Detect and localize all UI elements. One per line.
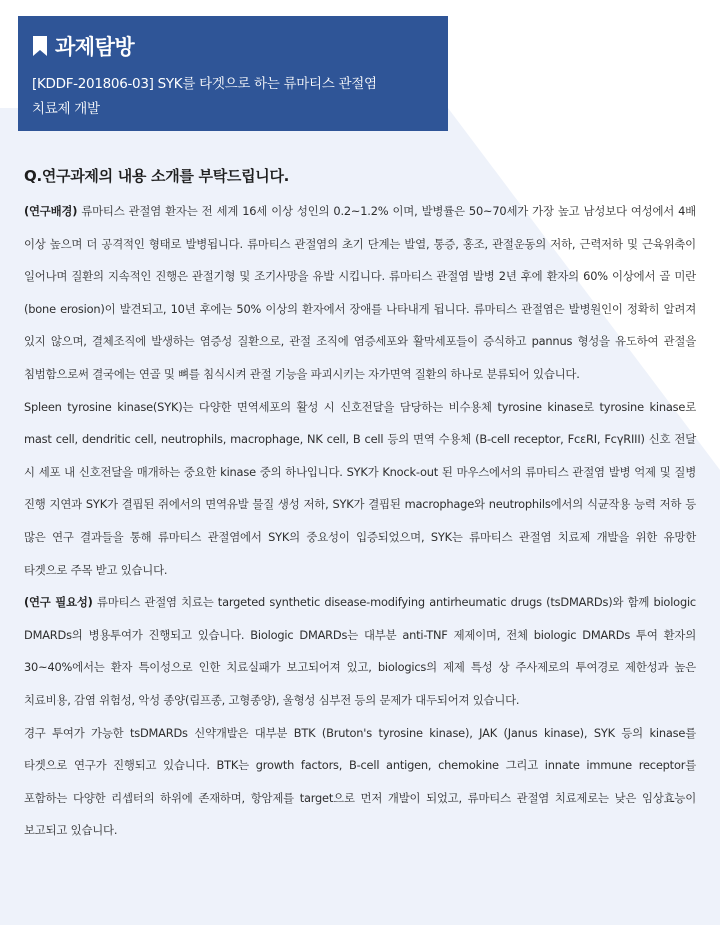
paragraph-label: (연구 필요성) xyxy=(24,595,93,610)
paragraph-text: Spleen tyrosine kinase(SYK)는 다양한 면역세포의 활성 시 신호전달을 담당하는 비수용체 tyrosine kinase로 tyrosine kinase로 mast cell, dendritic cell, neutrophils, macrophage, NK cell, B cell 등의 면역 수용체 (B-cell receptor, FcεRI, FcγRIII) 신호 전달 시 세포 내 신호전달을 매개하는 중요한 kinase 중의 하나입니다. SYK가 Knock-out 된 마우스에서의 류마티스 관절염 발병 억제 및 질병 진행 지연과 SYK가 결핍된 쥐에서의 면역유발 물질 생성 저하, SYK가 결핍된 macrophage와 neutrophils에서의 식균작용 능력 저하 등 많은 연구 결과들을 통해 류마티스 관절염에서 SYK의 중요성이 입증되었으며, SYK는 류마티스 관절염 치료제 개발을 위한 유망한 타겟으로 주목 받고 있습니다. xyxy=(24,399,696,577)
paragraph-text: 경구 투여가 가능한 tsDMARDs 신약개발은 대부분 BTK (Bruton's tyrosine kinase), JAK (Janus kinase), SYK 등의 kinase를 타겟으로 연구가 진행되고 있습니다. BTK는 growth factors, B-cell antigen, chemokine 그리고 innate immune receptor를 포함하는 다양한 리셉터의 하위에 존재하며, 항암제를 target으로 먼저 개발이 되었고, 류마티스 관절염 치료제로는 낮은 임상효능이 보고되고 있습니다. xyxy=(24,725,696,838)
question-heading: Q.연구과제의 내용 소개를 부탁드립니다. xyxy=(24,167,290,185)
paragraph-label: (연구배경) xyxy=(24,204,78,218)
header-subtitle-line2: 치료제 개발 xyxy=(32,101,100,117)
paragraph-necessity xyxy=(24,586,696,716)
paragraph-text: 류마티스 관절염 환자는 전 세계 16세 이상 성인의 0.2~1.2% 이며, 발병률은 50~70세가 가장 높고 남성보다 여성에서 4배 이상 높으며 더 공격적인 형태로 발병됩니다. 류마티스 관절염의 초기 단계는 발열, 통증, 홍조, 관절운동의 저하, 근력저하 및 근육위축이 일어나며 질환의 지속적인 진행은 관절기형 및 조기사망을 유발 시킵니다. 류마티스 관절염 발병 2년 후에 환자의 60% 이상에서 골 미란(bone erosion)이 발견되고, 10년 후에는 50% 이상의 환자에서 장애를 나타내게 됩니다. 류마티스 관절염은 발병원인이 정확히 알려져 있지 않으며, 결체조직에 발생하는 염증성 질환으로, 관절 조직에 염증세포와 활막세포들이 증식하고 pannus 형성을 유도하여 관절을 침범함으로써 결국에는 연골 및 뼈를 침식시켜 관절 기능을 파괴시키는 자가면역 질환의 하나로 분류되어 있습니다. xyxy=(24,204,696,381)
header-title-row xyxy=(32,31,434,61)
header-title: 과제탐방 xyxy=(55,35,135,59)
bookmark-icon xyxy=(32,36,48,56)
paragraph-text: 류마티스 관절염 치료는 targeted synthetic disease-modifying antirheumatic drugs (tsDMARDs)와 함께 biologic DMARDs의 병용투여가 진행되고 있습니다. Biologic DMARDs는 대부분 anti-TNF 제제이며, 전체 biologic DMARDs 투여 환자의 30~40%에서는 환자 특이성으로 인한 치료실패가 보고되어져 있고, biologics의 제제 특성 상 주사제로의 투여경로 제한성과 높은 치료비용, 감염 위험성, 악성 종양(림프종, 고형종양), 울형성 심부전 등의 문제가 대두되어져 있습니다. xyxy=(24,595,696,707)
article-body xyxy=(24,161,696,847)
header-subtitle-line1: [KDDF-201806-03] SYK를 타겟으로 하는 류마티스 관절염 xyxy=(32,76,377,92)
paragraph-oral-drugs xyxy=(24,717,696,847)
paragraph-syk xyxy=(24,391,696,587)
paragraph-background xyxy=(24,195,696,391)
header-subtitle xyxy=(32,72,434,122)
article-header-banner xyxy=(18,16,448,131)
